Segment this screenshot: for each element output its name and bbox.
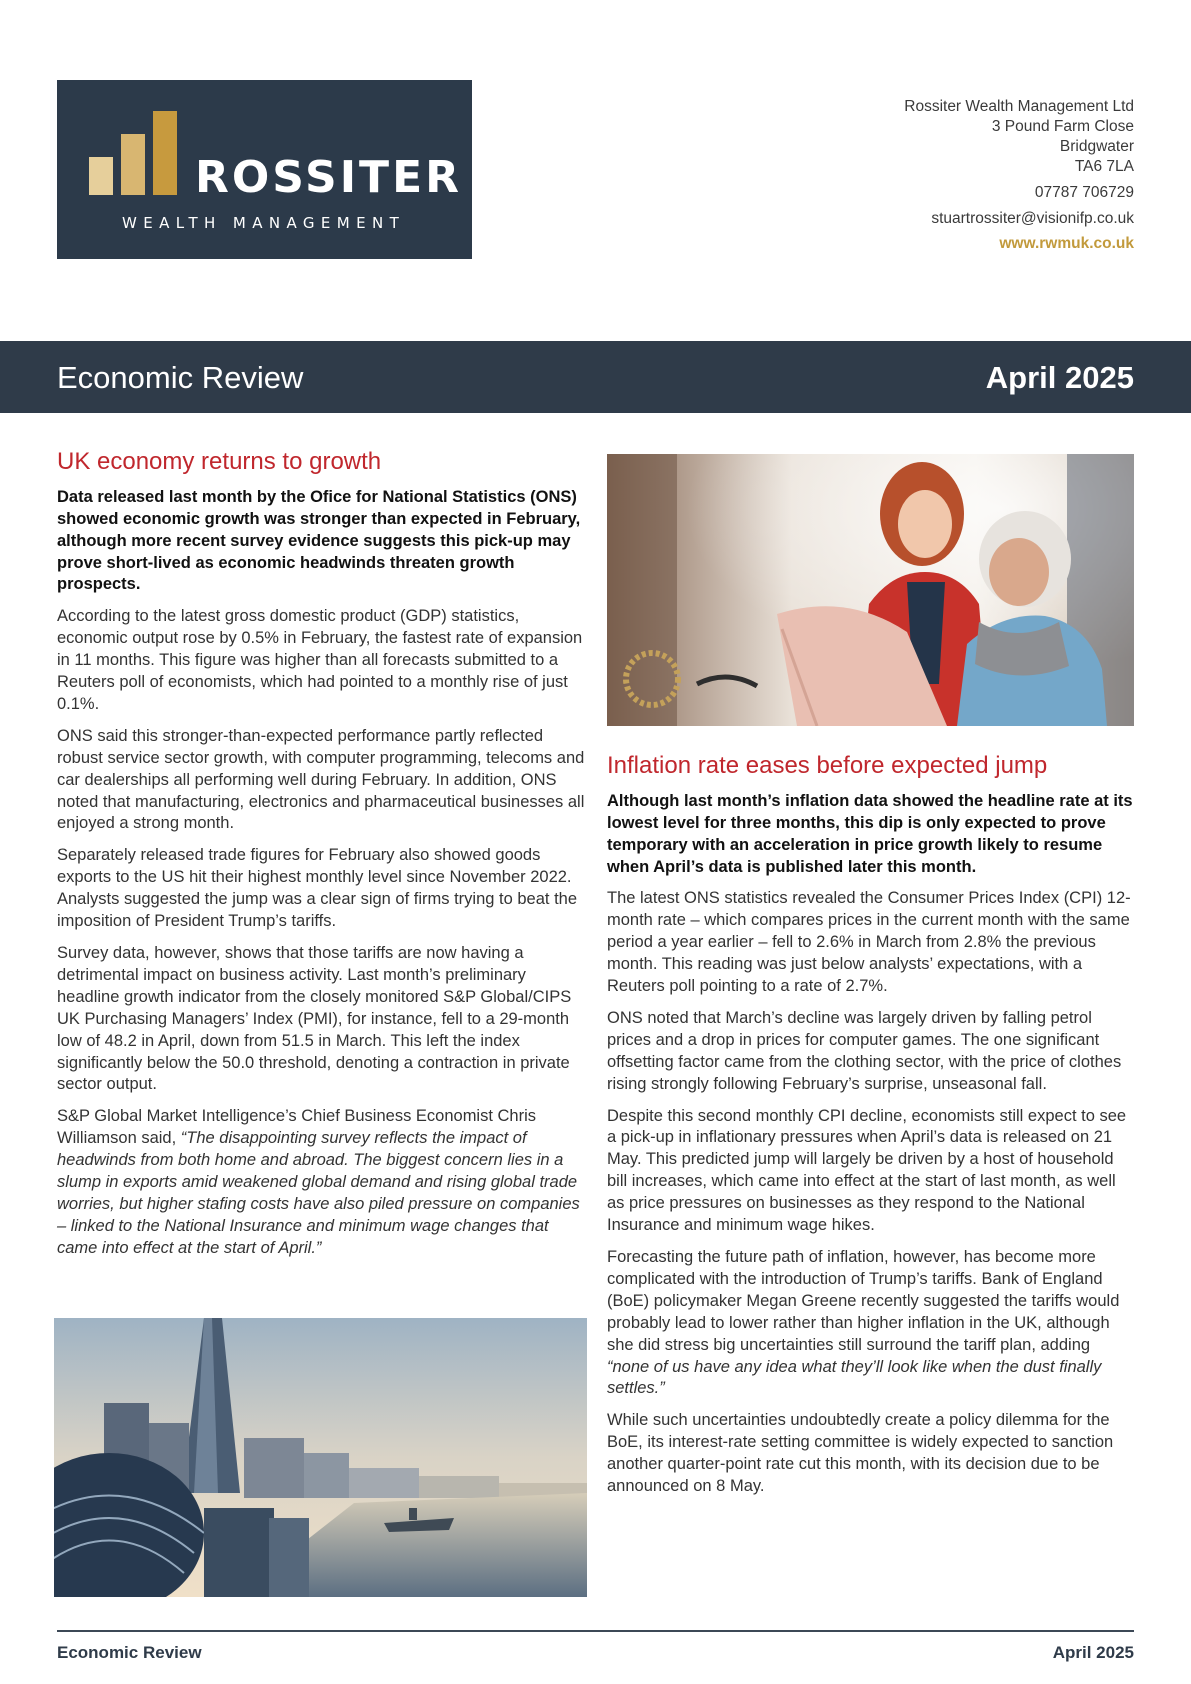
quote-text: “The disappointing survey reflects the impact of headwinds from both home and abroad. The biggest concern lies in a slump in exports amid weakened global demand and rising global trade worries, but higher stafing costs have also piled pressure on companies – linked to the National Insurance and minimum wage changes that came into effect at the start of April.” xyxy=(57,1129,580,1257)
article-lead: Data released last month by the Ofice for National Statistics (ONS) showed economic growth was stronger than expected in February, although more recent survey evidence suggests this pick-up may prove short-lived as economic headwinds threaten growth prospects. xyxy=(57,487,581,594)
footer-title: Economic Review xyxy=(57,1643,202,1662)
address-town: Bridgwater xyxy=(1059,138,1134,155)
logo-bar-medium xyxy=(121,134,145,195)
company-logo xyxy=(57,80,472,259)
article-lead: Although last month’s inflation data showed the headline rate at its lowest level for three months, this dip is only expected to prove temporary with an acceleration in price growth likely to resume when April’s data is published later this month. xyxy=(607,791,1133,876)
article-paragraph: ONS said this stronger-than-expected performance partly reflected robust service sector growth, with computer programming, telecoms and car dealerships all performing well during February. In addition, ONS noted that manufacturing, electronics and pharmaceutical businesses all enjoyed a strong month. xyxy=(57,726,585,833)
title-banner xyxy=(0,341,1191,413)
article-paragraph: ONS noted that March’s decline was largely driven by falling petrol prices and a drop in prices for computer games. The one significant offsetting factor came from the clothing sector, with the price of clothes rising strongly following February’s surprise, unseasonal fall. xyxy=(607,1008,1122,1093)
article-inflation xyxy=(607,752,1134,1508)
logo-bar-tall xyxy=(153,111,177,195)
contact-phone: 07787 706729 xyxy=(1034,184,1134,201)
address-postcode: TA6 7LA xyxy=(1074,158,1134,175)
contact-address xyxy=(804,97,1134,254)
address-street: 3 Pound Farm Close xyxy=(991,118,1134,135)
website-link[interactable]: www.rwmuk.co.uk xyxy=(999,235,1134,252)
article-paragraph: According to the latest gross domestic product (GDP) statistics, economic output rose by 0.5% in February, the fastest rate of expansion in 11 months. This figure was higher than all forecasts submitted to a Reuters poll of economists, which had pointed to a monthly rise of just 0.1%. xyxy=(57,607,583,713)
article-paragraph: Despite this second monthly CPI decline, economists still expect to see a pick-up in inflationary pressures when April’s data is released on 21 May. This predicted jump will largely be driven by a host of household bill increases, which came into effect at the start of last month, as well as price pressures on businesses as they respond to the National Insurance and minimum wage hikes. xyxy=(607,1106,1127,1235)
article-paragraph: The latest ONS statistics revealed the Consumer Prices Index (CPI) 12-month rate – which compares prices in the current month with the same period a year earlier – fell to 2.6% in March from 2.8% the previous month. This reading was just below analysts’ expectations, with a Reuters poll pointing to a rate of 2.7%. xyxy=(607,889,1131,996)
article-paragraph-quote xyxy=(607,1247,1134,1400)
article-paragraph: While such uncertainties undoubtedly create a policy dilemma for the BoE, its interest-rate setting committee is widely expected to sanction another quarter-point rate cut this month, with its decision due to be announced on 8 May. xyxy=(607,1411,1114,1496)
article-heading: Inflation rate eases before expected jump xyxy=(607,752,1048,779)
logo-tagline: WEALTH MANAGEMENT xyxy=(122,214,406,232)
shopping-photo xyxy=(607,454,1134,726)
logo-bar-short xyxy=(89,157,113,195)
contact-email[interactable]: stuartrossiter@visionifp.co.uk xyxy=(931,210,1134,227)
footer-date: April 2025 xyxy=(1052,1643,1134,1662)
footer-divider xyxy=(57,1630,1134,1632)
logo-brand-name: ROSSITER xyxy=(195,152,463,203)
article-uk-growth xyxy=(57,448,587,1270)
london-skyline-photo xyxy=(54,1318,587,1597)
bar-chart-logo-icon xyxy=(89,111,181,195)
article-paragraph: Survey data, however, shows that those tariffs are now having a detrimental impact on business activity. Last month’s preliminary headline growth indicator from the closely monitored S&P Global/CIPS UK Purchasing Managers’ Index (PMI), for instance, fell to a 29-month low of 48.2 in April, down from 51.5 in March. This left the index significantly below the 50.0 threshold, denoting a contraction in private sector output. xyxy=(57,944,572,1094)
quote-text: “none of us have any idea what they’ll look like when the dust finally settles.” xyxy=(607,1357,1102,1398)
quote-intro: Forecasting the future path of inflation, however, has become more complicated with the introduction of Trump’s tariffs. Bank of England (BoE) policymaker Megan Greene recently suggested the tariffs would probably lead to lower rather than higher inflation in the UK, although she did stress big uncertainties still surround the tariff plan, adding xyxy=(607,1248,1120,1354)
quote-intro: S&P Global Market Intelligence’s Chief Business Economist Chris Williamson said, xyxy=(57,1107,537,1148)
banner-title: Economic Review xyxy=(57,360,304,395)
article-heading: UK economy returns to growth xyxy=(57,448,382,475)
banner-date: April 2025 xyxy=(985,360,1134,395)
company-name: Rossiter Wealth Management Ltd xyxy=(904,98,1134,115)
article-paragraph: Separately released trade figures for February also showed goods exports to the US hit their highest monthly level since November 2022. Analysts suggested the jump was a clear sign of firms trying to beat the imposition of President Trump’s tariffs. xyxy=(57,846,578,931)
article-paragraph-quote xyxy=(57,1106,587,1259)
